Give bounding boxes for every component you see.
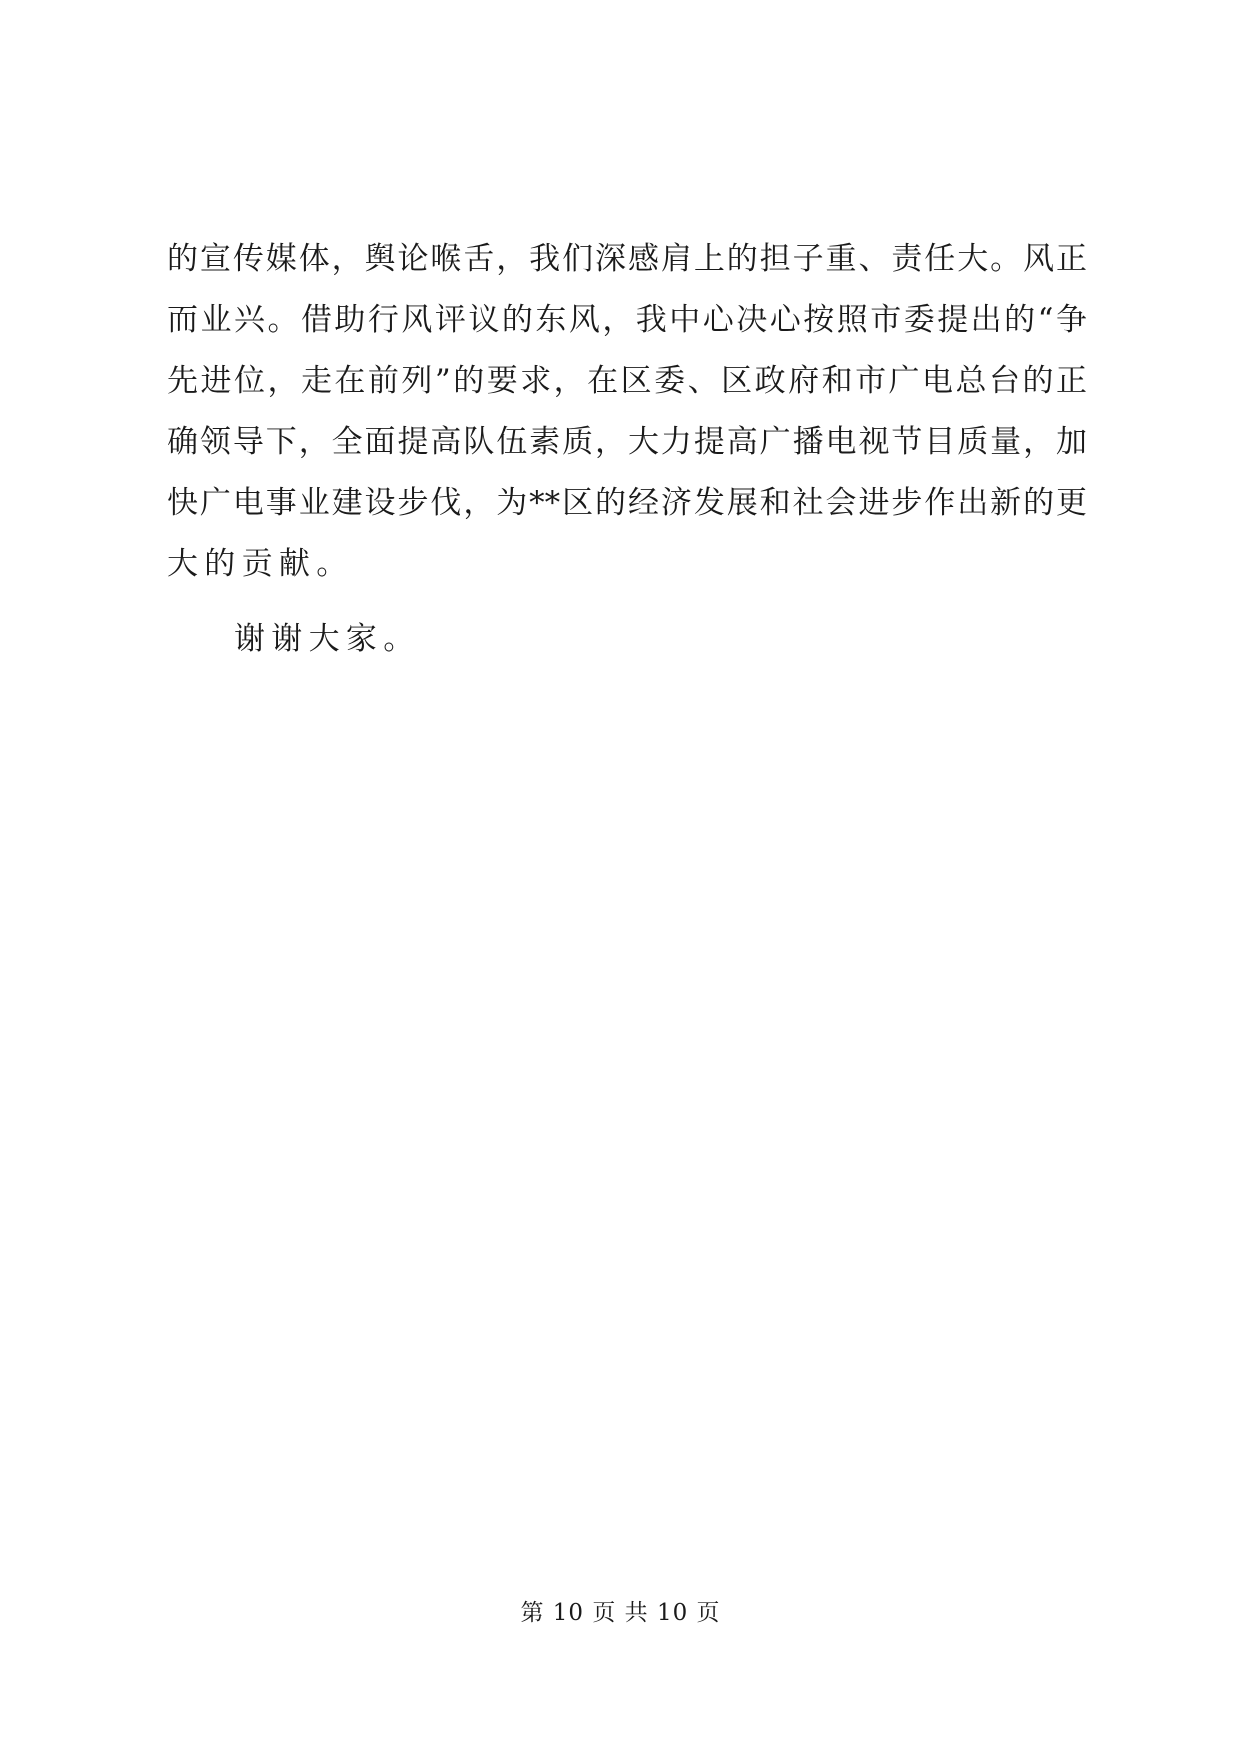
body-paragraph: [167, 229, 1087, 595]
paragraph-line-2: 而业兴。借助行风评议的东风，我中心决心按照市委提出的“争: [167, 302, 1087, 338]
paragraph-line-1: 的宣传媒体，舆论喉舌，我们深感肩上的担子重、责任大。风正: [167, 241, 1087, 277]
page-footer: 第 10 页 共 10 页: [520, 1600, 721, 1626]
paragraph-line-3: 先进位，走在前列”的要求，在区委、区政府和市广电总台的正: [167, 363, 1087, 399]
closing-remark: 谢谢大家。: [234, 621, 421, 657]
paragraph-line-5: 快广电事业建设步伐，为**区的经济发展和社会进步作出新的更: [167, 485, 1087, 521]
paragraph-line-4: 确领导下，全面提高队伍素质，大力提高广播电视节目质量，加: [167, 424, 1087, 460]
paragraph-line-6: 大的贡献。: [167, 546, 354, 582]
